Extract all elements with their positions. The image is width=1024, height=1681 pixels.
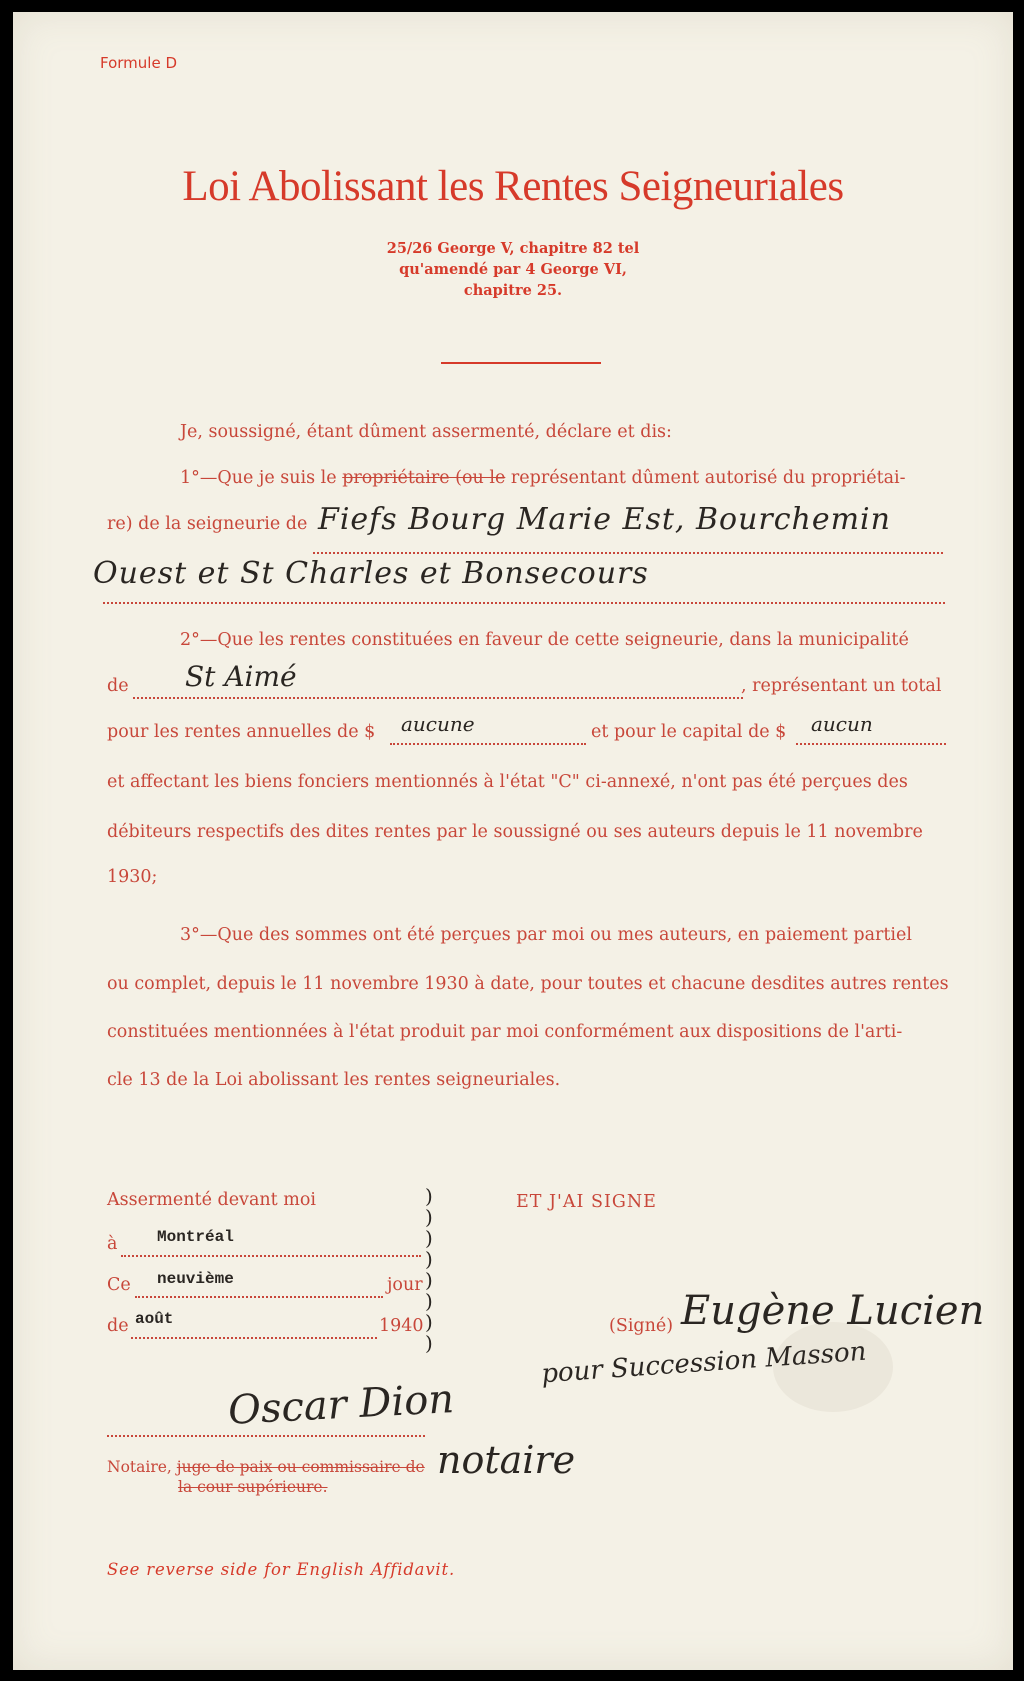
p2-total-text: , représentant un total xyxy=(741,676,942,696)
ce-label: Ce xyxy=(107,1275,131,1295)
bracket-column: ) ) ) ) ) ) ) ) xyxy=(425,1184,433,1355)
statute-line: 25/26 George V, chapitre 82 tel xyxy=(386,240,640,257)
english-affidavit-note: See reverse side for English Affidavit. xyxy=(107,1560,455,1579)
month-typed: août xyxy=(135,1310,174,1328)
oath-month-line xyxy=(107,1316,129,1336)
paragraph-2-line-5: débiteurs respectifs des dites rentes par le soussigné ou ses auteurs depuis le 11 novembre xyxy=(107,822,923,842)
statute-line: qu'amendé par 4 George VI, xyxy=(399,261,627,278)
document-page xyxy=(13,12,1013,1670)
paragraph-3-line-2: ou complet, depuis le 11 novembre 1930 à date, pour toutes et chacune desdites autres rentes xyxy=(107,974,949,994)
p1-struck-owner: propriétaire (ou le xyxy=(342,468,506,488)
paragraph-2-line-4: et affectant les biens fonciers mentionnés à l'état "C" ci-annexé, n'ont pas été perçues des xyxy=(107,772,908,792)
de-label: de xyxy=(107,1316,129,1336)
p2-capital-label: et pour le capital de $ xyxy=(591,722,787,742)
sworn-before-label: Assermenté devant moi xyxy=(107,1190,316,1210)
place-typed: Montréal xyxy=(157,1228,234,1246)
oath-day-line xyxy=(107,1275,131,1295)
paragraph-2-line-6: 1930; xyxy=(107,867,158,887)
annual-amount-handwritten: aucune xyxy=(401,712,475,736)
seigneurie-handwritten-1: Fiefs Bourg Marie Est, Bourchemin xyxy=(318,502,891,537)
seigneurie-handwritten-2: Ouest et St Charles et Bonsecours xyxy=(93,556,649,591)
title-divider xyxy=(441,362,601,364)
et-jai-signe: ET J'AI SIGNE xyxy=(516,1192,657,1212)
fill-line xyxy=(103,589,945,608)
capital-amount-handwritten: aucun xyxy=(811,712,873,736)
signed-label: (Signé) xyxy=(609,1316,674,1336)
paragraph-2-line-3 xyxy=(107,722,375,742)
municipality-handwritten: St Aimé xyxy=(185,660,297,693)
paragraph-2-line-2 xyxy=(107,676,129,696)
paragraph-1-line-2 xyxy=(107,514,307,534)
notary-title xyxy=(107,1458,425,1476)
pour-succession-handwritten: pour Succession Masson xyxy=(540,1336,868,1390)
jour-label: jour xyxy=(387,1275,423,1295)
declarant-signature: Eugène Lucien xyxy=(681,1288,985,1334)
p1-text-a: 1°—Que je suis le xyxy=(180,468,337,488)
year-value: 1940 xyxy=(379,1316,424,1336)
paragraph-3-line-1: 3°—Que des sommes ont été perçues par moi ou mes auteurs, en paiement partiel xyxy=(180,925,912,945)
notaire-label: Notaire, xyxy=(107,1458,172,1476)
statute-line: chapitre 25. xyxy=(463,282,563,299)
a-label: à xyxy=(107,1234,118,1254)
declaration-intro: Je, soussigné, étant dûment assermenté, déclare et dis: xyxy=(180,422,672,442)
document-title: Loi Abolissant les Rentes Seigneuriales xyxy=(182,163,844,210)
p1-text-c: re) de la seigneurie de xyxy=(107,514,308,534)
p2-annual-label: pour les rentes annuelles de $ xyxy=(107,722,376,742)
p1-text-b: représentant dûment autorisé du propriétai- xyxy=(510,468,906,488)
form-label: Formule D xyxy=(100,54,178,72)
oath-place-line xyxy=(107,1234,117,1254)
paragraph-3-line-4: cle 13 de la Loi abolissant les rentes seigneuriales. xyxy=(107,1070,561,1090)
notaire-struck-2: la cour supérieure. xyxy=(178,1478,328,1496)
statute-reference xyxy=(13,238,1013,301)
paragraph-3-line-3: constituées mentionnées à l'état produit par moi conformément aux dispositions de l'arti- xyxy=(107,1022,903,1042)
notaire-struck-1: juge de paix ou commissaire de xyxy=(176,1458,425,1476)
signature-line xyxy=(107,1422,425,1441)
notaire-handwritten: notaire xyxy=(437,1438,576,1482)
paragraph-2-line-1: 2°—Que les rentes constituées en faveur de cette seigneurie, dans la municipalité xyxy=(180,630,909,650)
paragraph-1-line-1 xyxy=(180,468,906,488)
notary-signature: Oscar Dion xyxy=(226,1376,456,1434)
day-typed: neuvième xyxy=(157,1270,234,1288)
p2-de: de xyxy=(107,676,129,696)
